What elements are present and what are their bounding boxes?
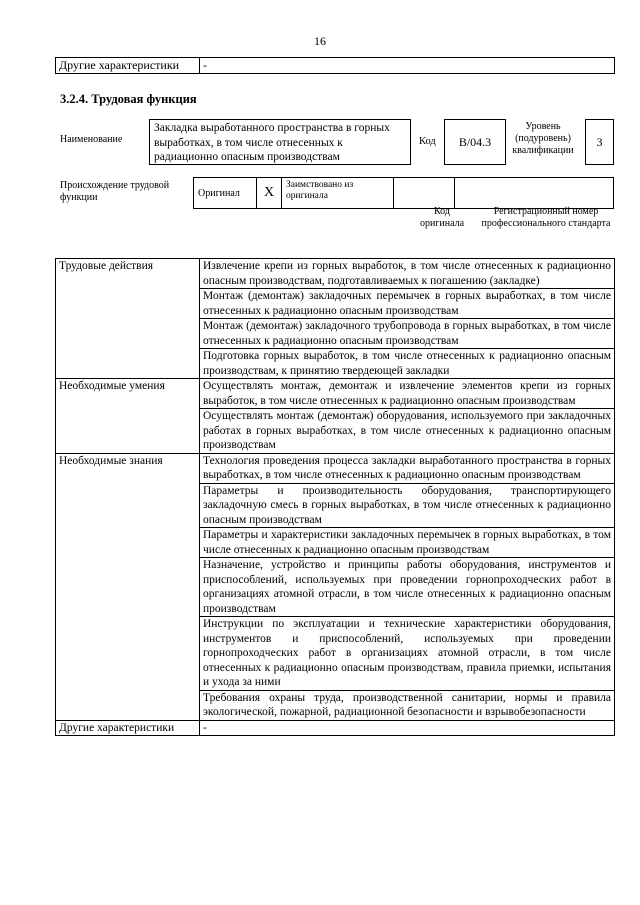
section-title-cell: Трудовые действия — [56, 259, 200, 379]
table-row — [56, 259, 615, 289]
table-cell: Монтаж (демонтаж) закладочного трубопровода в горных выработках, в том числе отнесенных к радиационно опасным производствам — [200, 319, 615, 349]
table-cell: Осуществлять монтаж (демонтаж) оборудования, используемого при закладочных работах в горных выработках, в том числе отнесенных к радиационно опасным производствам — [200, 409, 615, 454]
original-mark: X — [257, 178, 282, 209]
table-row — [56, 453, 615, 483]
section-title-cell: Необходимые умения — [56, 379, 200, 454]
origin-label: Происхождение трудовой функции — [60, 180, 170, 203]
other-characteristics-value: - — [200, 720, 615, 736]
other-characteristics-value: - — [200, 58, 615, 74]
borrowed-label: Заимствовано из оригинала — [282, 178, 394, 209]
table-cell: Требования охраны труда, производственной санитарии, нормы и правила экологической, пожарной, радиационной безопасности и взрывобезопасности — [200, 690, 615, 720]
origin-code-cell — [394, 178, 455, 209]
other-characteristics-label: Другие характеристики — [56, 720, 200, 736]
registration-number-label: Регистрационный номер профессионального стандарта — [481, 206, 611, 229]
origin-table — [193, 177, 614, 209]
code-original-label: Код оригинала — [419, 206, 465, 229]
other-characteristics-label: Другие характеристики — [56, 58, 200, 74]
table-cell: Параметры и характеристики закладочных перемычек в горных выработках, в том числе отнесенных к радиационно опасным производствам — [200, 528, 615, 558]
labor-function-table — [55, 258, 615, 736]
table-cell: Подготовка горных выработок, в том числе отнесенных к радиационно опасным производствам, к принятию твердеющей закладки — [200, 349, 615, 379]
qualification-level-box: 3 — [585, 119, 614, 165]
table-cell: Извлечение крепи из горных выработок, в том числе отнесенных к радиационно опасным производствам, подготавливаемых к погашению (закладке) — [200, 259, 615, 289]
table-cell: Монтаж (демонтаж) закладочных перемычек в горных выработках, в том числе отнесенных к радиационно опасным производствам — [200, 289, 615, 319]
origin-reg-number-cell — [455, 178, 614, 209]
function-code-box: B/04.3 — [444, 119, 506, 165]
qualification-level-label: Уровень (подуровень) квалификации — [512, 121, 574, 156]
name-label: Наименование — [60, 134, 123, 145]
page-number: 16 — [314, 34, 326, 48]
table-row — [56, 379, 615, 409]
code-label: Код — [419, 136, 436, 147]
table-cell: Назначение, устройство и принципы работы оборудования, инструментов и приспособлений, используемых при проведении горнопроходческих работ в организациях атомной отрасли, в том числе отнесенных к радиационно опасным производствам — [200, 558, 615, 617]
table-cell: Осуществлять монтаж, демонтаж и извлечение элементов крепи из горных выработок, в том числе отнесенных к радиационно опасным производствам — [200, 379, 615, 409]
table-cell: Инструкции по эксплуатации и технические характеристики оборудования, инструментов и приспособлений, используемых при проведении горнопроходческих работ в организациях атомной отрасли, в том числе отнесенных к радиационно опасным производствам, правила приемки, испытания и ухода за ними — [200, 617, 615, 691]
section-title-cell: Необходимые знания — [56, 453, 200, 720]
section-title: 3.2.4. Трудовая функция — [60, 92, 197, 106]
function-name-box: Закладка выработанного пространства в горных выработках, в том числе отнесенных к радиационно опасным производствам — [149, 119, 411, 165]
table-row — [56, 720, 615, 736]
table-cell: Параметры и производительность оборудования, транспортирующего закладочную смесь в горных выработках, в том числе отнесенных к радиационно опасным производствам — [200, 483, 615, 528]
original-label: Оригинал — [194, 178, 257, 209]
top-other-characteristics-table — [55, 57, 615, 74]
table-cell: Технология проведения процесса закладки выработанного пространства в горных выработках, в том числе отнесенных к радиационно опасным производствам — [200, 453, 615, 483]
